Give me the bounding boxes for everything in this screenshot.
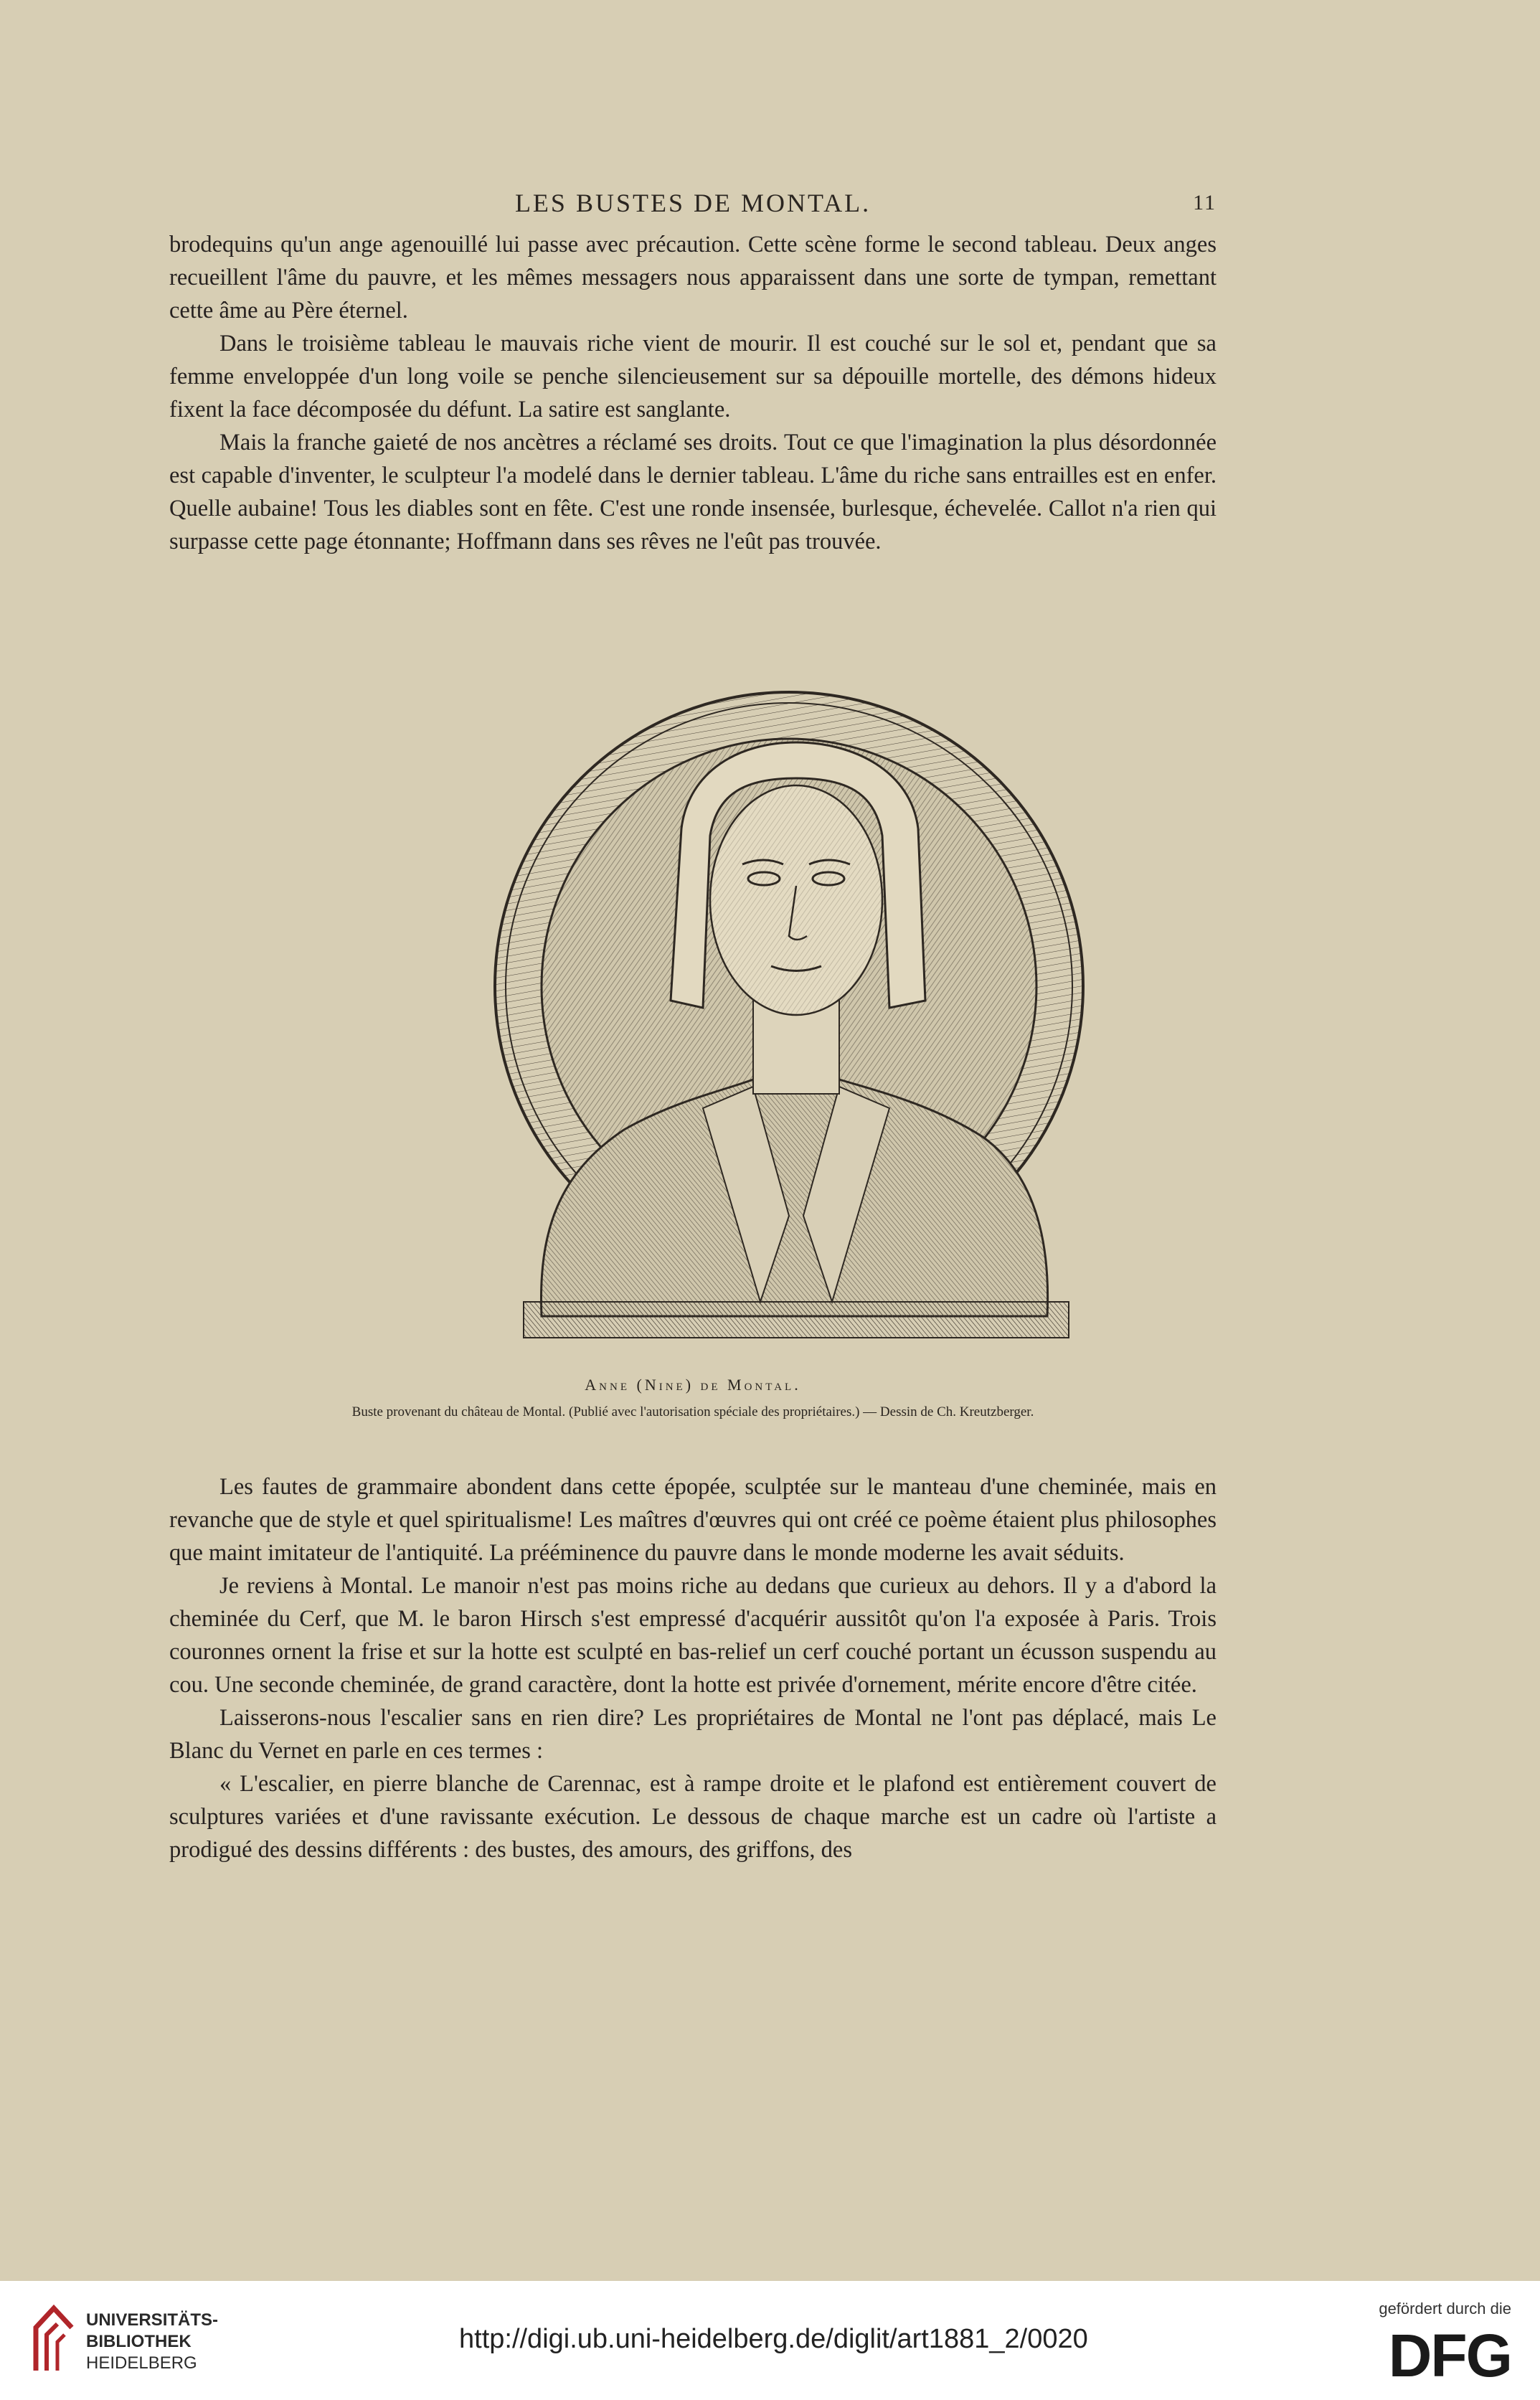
dfg-logo[interactable]: DFG bbox=[1388, 2322, 1511, 2389]
permalink-url[interactable]: http://digi.ub.uni-heidelberg.de/diglit/art1881_2/0020 bbox=[459, 2324, 1088, 2354]
viewer-footer bbox=[0, 2281, 1540, 2400]
university-library-logo-icon[interactable] bbox=[29, 2302, 79, 2374]
library-name-line: UNIVERSITÄTS- bbox=[86, 2310, 219, 2330]
library-name-line: BIBLIOTHEK bbox=[86, 2332, 192, 2351]
running-head-title: LES BUSTES DE MONTAL. bbox=[514, 189, 871, 217]
running-head bbox=[169, 188, 1217, 224]
paragraph: Les fautes de grammaire abondent dans cette épopée, sculptée sur le manteau d'une cheminée, mais en revanche que de style et quel spiritualisme! Les maîtres d'œuvres qui ont créé ce poème étaient plus philosophes que maint imitateur de l'antiquité. La prééminence du pauvre dans le monde moderne les avait séduits. bbox=[169, 1474, 1217, 1566]
library-name[interactable] bbox=[86, 2310, 218, 2374]
text-block-top bbox=[169, 228, 1217, 558]
paragraph: Dans le troisième tableau le mauvais riche vient de mourir. Il est couché sur le sol et, pendant que sa femme enveloppée d'un long voile se penche silencieusement sur sa dépouille mortelle, des démons hideux fixent la face décomposée du défunt. La satire est sanglante. bbox=[169, 331, 1217, 422]
paragraph: Laisserons-nous l'escalier sans en rien dire? Les propriétaires de Montal ne l'ont pas déplacé, mais Le Blanc du Vernet en parle en ces termes : bbox=[169, 1705, 1217, 1764]
funded-by-label: gefördert durch die bbox=[1379, 2300, 1511, 2318]
figure-caption-credit: Buste provenant du château de Montal. (Publié avec l'autorisation spéciale des propriétaires.) — Dessin de Ch. Kreutzberger. bbox=[351, 1404, 1034, 1419]
text-block-bottom bbox=[169, 1470, 1217, 1866]
paragraph: Je reviens à Montal. Le manoir n'est pas moins riche au dedans que curieux au dehors. Il y a d'abord la cheminée du Cerf, que M. le baron Hirsch s'est empressé d'acquérir aussitôt qu'on l'a exposée à Paris. Trois couronnes ornent la frise et sur la hotte est sculpté en bas-relief un cerf couché portant un écusson suspendu au cou. Une seconde cheminée, de grand caractère, dont la hotte est privée d'ornement, mérite encore d'être citée. bbox=[169, 1573, 1217, 1698]
paragraph: « L'escalier, en pierre blanche de Carennac, est à rampe droite et le plafond est entièrement couvert de sculptures variées et d'une ravissante exécution. Le dessous de chaque marche est un cadre où l'artiste a prodigué des dessins différents : des bustes, des amours, des griffons, des bbox=[169, 1771, 1217, 1863]
figure-caption-title: Anne (Nine) de Montal. bbox=[585, 1376, 801, 1394]
library-name-line: HEIDELBERG bbox=[86, 2353, 197, 2373]
paragraph: Mais la franche gaieté de nos ancètres a réclamé ses droits. Tout ce que l'imagination la plus désordonnée est capable d'inventer, le sculpteur l'a modelé dans le dernier tableau. L'âme du riche sans entrailles est en enfer. Quelle aubaine! Tous les diables sont en fête. C'est une ronde insensée, burlesque, échevelée. Callot n'a rien qui surpasse cette page étonnante; Hoffmann dans ses rêves ne l'eût pas trouvée. bbox=[169, 430, 1217, 554]
paragraph: brodequins qu'un ange agenouillé lui passe avec précaution. Cette scène forme le second tableau. Deux anges recueillent l'âme du pauvre, et les mêmes messagers nous apparaissent dans une sorte de tympan, remettant cette âme au Père éternel. bbox=[169, 232, 1217, 323]
bust-engraving-illustration bbox=[416, 671, 1176, 1352]
page-number: 11 bbox=[1193, 191, 1217, 214]
